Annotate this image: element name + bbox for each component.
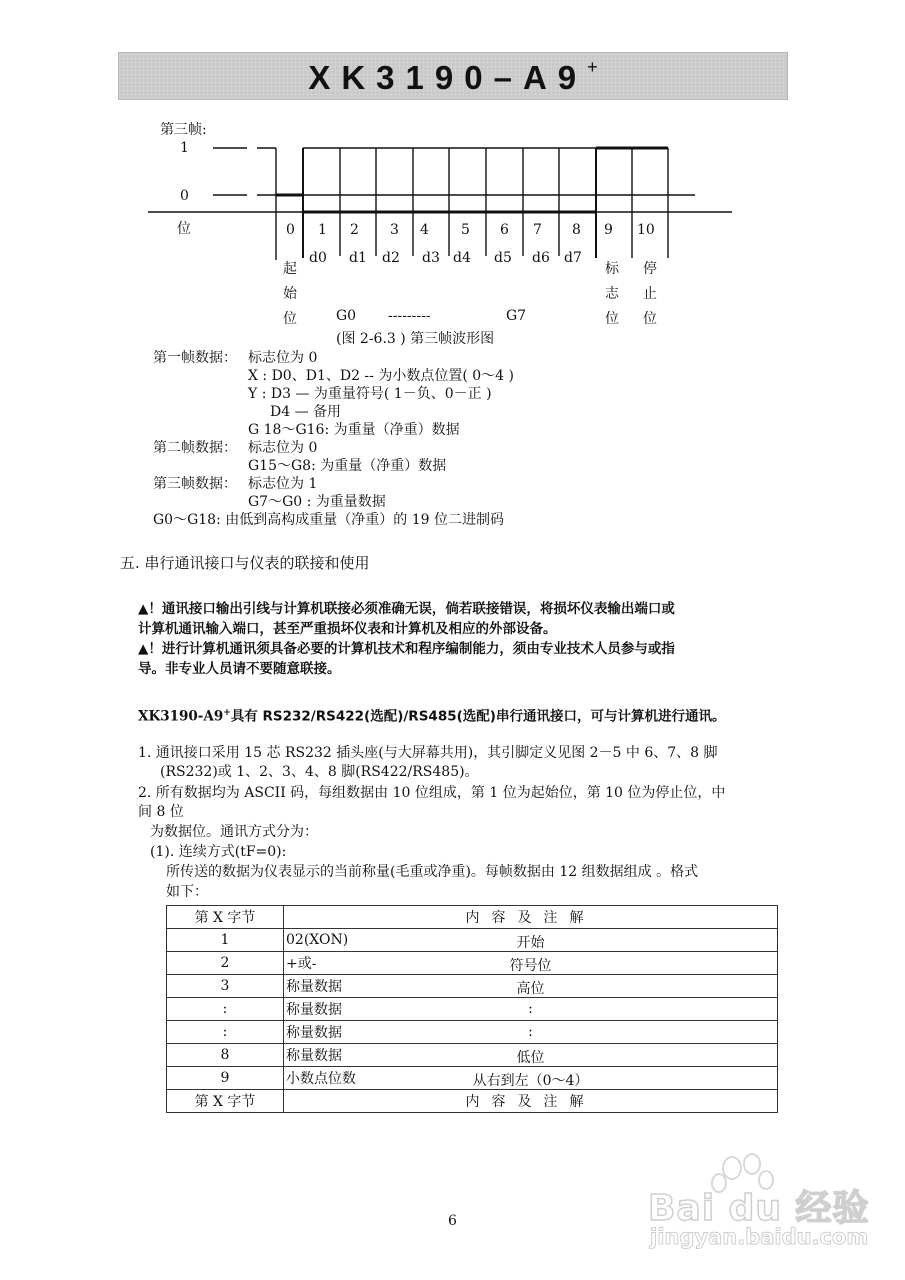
frame1-label: 第一帧数据： [153, 350, 237, 366]
interface-intro: XK3190-A9+具有 RS232/RS422(选配)/RS485(选配)串行通讯接口，可与计算机进行通讯。 [138, 708, 726, 725]
row-content: 称量数据 : [284, 1021, 778, 1044]
level-low-label: 0 [180, 188, 189, 204]
item-2-line-3: 为数据位。通讯方式分为： [150, 824, 318, 840]
warning-1-line-2: 计算机通讯输入端口，甚至严重损坏仪表和计算机及相应的外部设备。 [138, 621, 557, 637]
document-title: XK3190–A9+ [308, 57, 598, 96]
frame1-g: G 18～G16: 为重量（净重）数据 [248, 422, 460, 438]
item-2-line-2: 间 8 位 [138, 804, 184, 820]
watermark-brand: Bai du 经验 [648, 1188, 870, 1229]
baidu-watermark [640, 1150, 880, 1250]
table-header-row [167, 906, 778, 929]
data-bit-label: d3 [422, 250, 440, 266]
bit-number: 3 [390, 222, 399, 238]
item-1-line-1: 1. 通讯接口采用 15 芯 RS232 插头座(与大屏幕共用)，其引脚定义见图 2－5 中 6、7、8 脚 [138, 745, 718, 761]
waveform-lines [0, 0, 905, 350]
frame-label: 第三帧: [160, 122, 207, 138]
bit-number: 10 [637, 222, 655, 238]
footer-content: 内容及注解 [284, 1090, 778, 1113]
table-row [167, 998, 778, 1021]
stop-bit-label: 停 止 位 [643, 261, 657, 327]
frame3-label: 第三帧数据： [153, 476, 237, 492]
table-row [167, 1044, 778, 1067]
data-bit-label: d2 [382, 250, 400, 266]
bit-number: 8 [572, 222, 581, 238]
frame3-g: G7～G0 : 为重量数据 [248, 494, 386, 510]
row-byte: 8 [167, 1044, 284, 1067]
watermark-url: jingyan.baidu.com [650, 1225, 869, 1249]
group-dashes: --------- [388, 308, 431, 324]
bit-number: 7 [533, 222, 542, 238]
mode-1-desc-line-1: 所传送的数据为仪表显示的当前称量(毛重或净重)。每帧数据由 12 组数据组成 。格式 [166, 864, 699, 880]
data-bit-label: d0 [309, 250, 327, 266]
item-2-line-1: 2. 所有数据均为 ASCII 码，每组数据由 10 位组成，第 1 位为起始位，第 10 位为停止位，中 [138, 785, 726, 801]
frame2-g: G15～G8: 为重量（净重）数据 [248, 458, 447, 474]
page-number: 6 [448, 1213, 457, 1229]
frame2-label: 第二帧数据： [153, 440, 237, 456]
row-byte: : [167, 1021, 284, 1044]
section-heading: 五. 串行通讯接口与仪表的联接和使用 [120, 554, 370, 572]
table-row [167, 952, 778, 975]
bit-number: 0 [286, 222, 295, 238]
data-format-table [166, 905, 778, 1113]
frame1-x: X : D0、D1、D2 -- 为小数点位置( 0～4 ) [248, 368, 514, 384]
row-content: 小数点位数 从右到左（0～4） [284, 1067, 778, 1090]
table-row [167, 975, 778, 998]
bit-number: 9 [604, 222, 613, 238]
level-high-label: 1 [180, 140, 189, 156]
warning-1-line-1: ▲！通讯接口输出引线与计算机联接必须准确无误，倘若联接错误，将损坏仪表输出端口或 [138, 601, 675, 617]
footer-byte: 第 X 字节 [167, 1090, 284, 1113]
frame3-flag: 标志位为 1 [248, 476, 318, 492]
row-content: 称量数据 低位 [284, 1044, 778, 1067]
data-bit-label: d7 [564, 250, 582, 266]
waveform-diagram [0, 0, 905, 350]
table-row [167, 1021, 778, 1044]
mode-1-title: (1). 连续方式(tF=0): [150, 844, 287, 860]
bit-number: 1 [318, 222, 327, 238]
frame1-flag: 标志位为 0 [248, 350, 318, 366]
group-end-label: G7 [506, 308, 527, 324]
mode-1-desc-line-2: 如下： [166, 884, 208, 900]
table-footer-row [167, 1090, 778, 1113]
row-byte: 9 [167, 1067, 284, 1090]
g-summary: G0～G18: 由低到高构成重量（净重）的 19 位二进制码 [153, 512, 504, 528]
row-content: +或- 符号位 [284, 952, 778, 975]
bit-number: 2 [350, 222, 359, 238]
bit-number: 4 [420, 222, 429, 238]
header-byte: 第 X 字节 [167, 906, 284, 929]
group-start-label: G0 [336, 308, 357, 324]
data-bit-label: d5 [494, 250, 512, 266]
table-row [167, 929, 778, 952]
data-bit-label: d6 [532, 250, 550, 266]
item-1-line-2: (RS232)或 1、2、3、4、8 脚(RS422/RS485)。 [160, 764, 479, 780]
row-content: 称量数据 : [284, 998, 778, 1021]
row-content: 称量数据 高位 [284, 975, 778, 998]
data-bit-label: d4 [453, 250, 471, 266]
frame1-d4: D4 — 备用 [270, 404, 342, 420]
bit-number: 6 [500, 222, 509, 238]
warning-2-line-2: 导。非专业人员请不要随意联接。 [138, 661, 341, 677]
flag-bit-label: 标 志 位 [605, 261, 619, 327]
warning-2-line-1: ▲！进行计算机通讯须具备必要的计算机技术和程序编制能力，须由专业技术人员参与或指 [138, 641, 675, 657]
row-content: 02(XON) 开始 [284, 929, 778, 952]
row-byte: 2 [167, 952, 284, 975]
row-byte: : [167, 998, 284, 1021]
figure-caption: (图 2-6.3 ) 第三帧波形图 [336, 331, 495, 347]
frame1-y: Y : D3 — 为重量符号( 1－负、0－正 ) [248, 386, 492, 402]
bit-number: 5 [461, 222, 470, 238]
start-bit-label: 起 始 位 [283, 261, 297, 327]
data-bit-label: d1 [349, 250, 367, 266]
bit-row-label: 位 [177, 221, 191, 237]
row-byte: 1 [167, 929, 284, 952]
frame2-flag: 标志位为 0 [248, 440, 318, 456]
table-row [167, 1067, 778, 1090]
header-content: 内容及注解 [284, 906, 778, 929]
row-byte: 3 [167, 975, 284, 998]
